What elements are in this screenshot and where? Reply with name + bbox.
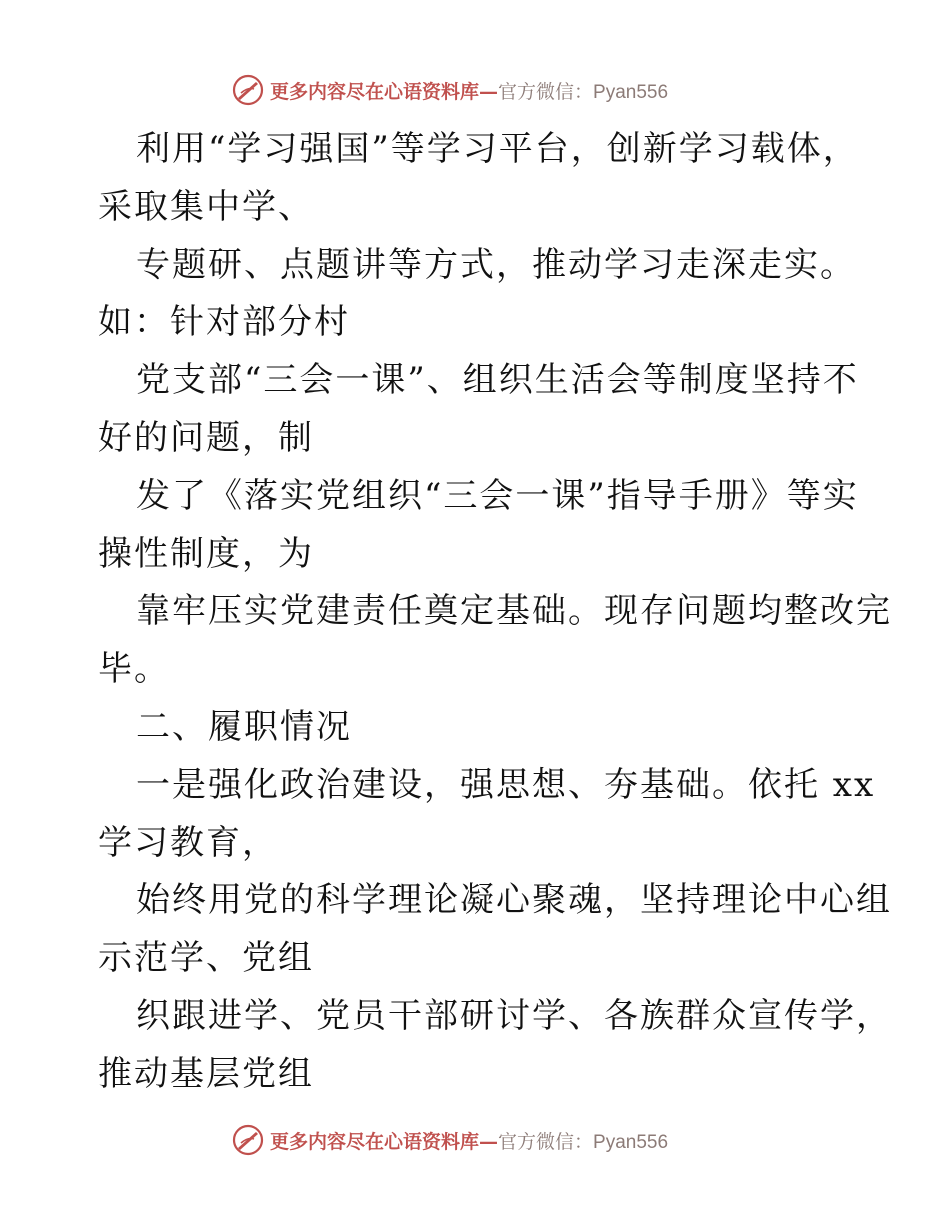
paragraph-line: 操性制度，为 — [98, 533, 314, 574]
paragraph-line: 推动基层党组 — [98, 1053, 314, 1094]
paragraph-line: 一是强化政治建设，强思想、夯基础。依托 xx — [136, 764, 876, 805]
paragraph-line: 如：针对部分村 — [98, 302, 350, 343]
paragraph-line: 采取集中学、 — [98, 186, 314, 227]
pen-logo-icon — [232, 74, 264, 106]
paragraph-line: 专题研、点题讲等方式，推动学习走深走实。 — [136, 244, 856, 285]
paragraph-line: 织跟进学、党员干部研讨学、各族群众宣传学， — [136, 995, 892, 1036]
paragraph-line: 好的问题，制 — [98, 417, 314, 458]
paragraph-line: 学习教育， — [98, 822, 278, 863]
section-heading: 二、履职情况 — [136, 706, 352, 747]
paragraph-line: 毕。 — [98, 649, 170, 690]
paragraph-line: 靠牢压实党建责任奠定基础。现存问题均整改完 — [136, 591, 892, 632]
paragraph-line: 党支部“三会一课”、组织生活会等制度坚持不 — [136, 360, 859, 401]
paragraph-line: 发了《落实党组织“三会一课”指导手册》等实 — [136, 475, 859, 516]
pen-logo-icon — [232, 1124, 264, 1156]
banner-main-text: 更多内容尽在心语资料库— — [270, 1130, 499, 1153]
banner-wechat-text: 官方微信：Pyan556 — [498, 81, 669, 103]
banner-main-text: 更多内容尽在心语资料库— — [270, 80, 499, 103]
banner-wechat-text: 官方微信：Pyan556 — [498, 1131, 669, 1153]
footer-watermark-banner — [232, 1122, 668, 1158]
paragraph-line: 利用“学习强国”等学习平台，创新学习载体， — [136, 129, 859, 169]
header-watermark-banner — [232, 72, 668, 108]
banner-text — [270, 77, 668, 104]
banner-text — [270, 1127, 668, 1154]
document-body — [98, 121, 892, 1104]
paragraph-line: 始终用党的科学理论凝心聚魂，坚持理论中心组 — [136, 880, 892, 921]
paragraph-line: 示范学、党组 — [98, 938, 314, 979]
